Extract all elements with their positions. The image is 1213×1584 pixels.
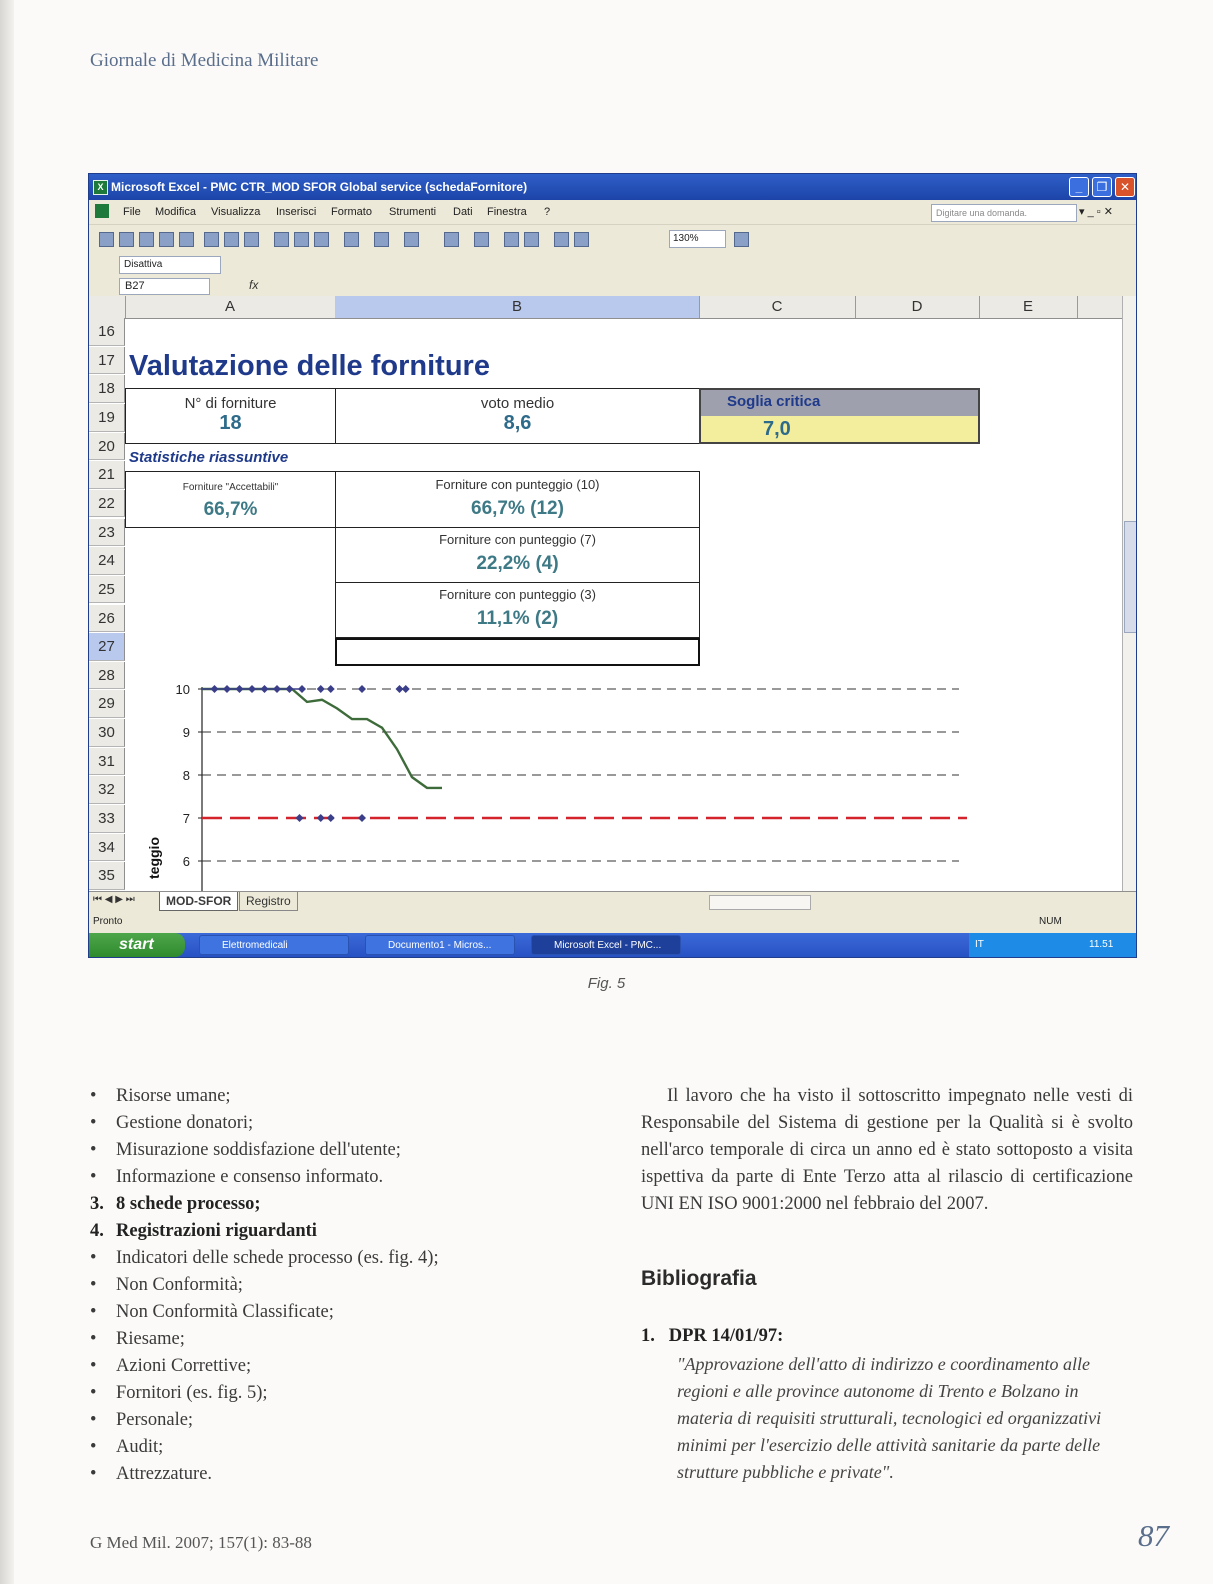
tab-scroll-arrows[interactable]: ⏮ ◀ ▶ ⏭	[93, 894, 135, 905]
permission-icon[interactable]	[159, 232, 174, 247]
email-icon[interactable]	[179, 232, 194, 247]
data-point-7	[317, 814, 325, 822]
y-tick-label: 10	[175, 682, 190, 697]
fx-icon[interactable]: fx	[249, 278, 259, 292]
start-button[interactable]: start	[89, 933, 185, 957]
cell-soglia-box[interactable]	[699, 388, 980, 444]
redo-icon[interactable]	[404, 232, 419, 247]
row-header-32[interactable]: 32	[89, 776, 125, 804]
tray-clock: 11.51	[1089, 939, 1114, 950]
column-header-c[interactable]: C	[699, 296, 856, 318]
row-header-24[interactable]: 24	[89, 547, 125, 575]
list-marker: •	[90, 1464, 97, 1484]
page-binding-shadow	[0, 0, 14, 1584]
autosum-icon[interactable]	[474, 232, 489, 247]
list-marker: •	[90, 1356, 97, 1376]
list-marker: •	[90, 1437, 97, 1457]
open-icon[interactable]	[119, 232, 134, 247]
list-marker: 3.	[90, 1194, 104, 1214]
menu-dati[interactable]: Dati	[453, 206, 473, 218]
system-tray	[969, 933, 1136, 957]
save-icon[interactable]	[139, 232, 154, 247]
data-point-10	[317, 685, 325, 693]
name-box[interactable]: B27	[119, 278, 210, 295]
column-header-d[interactable]: D	[855, 296, 980, 318]
list-item	[90, 1110, 253, 1137]
new-icon[interactable]	[99, 232, 114, 247]
row-header-34[interactable]: 34	[89, 834, 125, 862]
format-toolbar	[89, 252, 1136, 276]
list-item	[90, 1299, 334, 1326]
soglia-label: Soglia critica	[701, 390, 978, 416]
cell-p10-box[interactable]	[335, 471, 700, 528]
list-item-text: Audit;	[116, 1437, 164, 1457]
body-paragraph: Il lavoro che ha visto il sottoscritto impegnato nelle vesti di Responsabile del Sistema di gestione per la Qualità si è svolto nell'arco temporale di circa un anno ed è stato sottoposto a visita ispettiva da parte di Ente Terzo atta al rilascio di certificazione UNI EN ISO 9001:2000 nel febbraio del 2007.	[641, 1086, 1133, 1214]
format-painter-icon[interactable]	[344, 232, 359, 247]
p7-label: Forniture con punteggio (7)	[439, 532, 596, 547]
paste-icon[interactable]	[314, 232, 329, 247]
data-point-7	[327, 814, 335, 822]
moving-average-line	[202, 689, 442, 788]
y-tick-label: 8	[182, 768, 190, 783]
figure-caption: Fig. 5	[587, 975, 626, 992]
list-item-text: Fornitori (es. fig. 5);	[116, 1383, 268, 1403]
list-item-text: Azioni Correttive;	[116, 1356, 252, 1376]
page-number: 87	[1138, 1518, 1169, 1553]
p10-value: 66,7% (12)	[471, 498, 564, 519]
row-header-23[interactable]: 23	[89, 519, 125, 547]
list-marker: •	[90, 1275, 97, 1295]
list-item-text: Informazione e consenso informato.	[116, 1167, 384, 1187]
soglia-value: 7,0	[701, 416, 978, 442]
data-point-10	[327, 685, 335, 693]
undo-icon[interactable]	[374, 232, 389, 247]
journal-header: Giornale di Medicina Militare	[90, 50, 319, 71]
citation-footer: G Med Mil. 2007; 157(1): 83-88	[90, 1533, 312, 1552]
n-forniture-value: 18	[219, 412, 242, 434]
minimize-icon[interactable]: _	[1069, 177, 1089, 197]
data-point-7	[296, 814, 304, 822]
excel-app-icon: X	[93, 180, 108, 195]
standard-toolbar	[89, 224, 1136, 253]
sort-asc-icon[interactable]	[504, 232, 519, 247]
list-item	[90, 1137, 401, 1164]
list-item-text: Misurazione soddisfazione dell'utente;	[116, 1140, 401, 1160]
close-icon[interactable]: ✕	[1115, 177, 1135, 197]
list-marker: •	[90, 1410, 97, 1430]
hyperlink-icon[interactable]	[444, 232, 459, 247]
list-item	[90, 1245, 439, 1272]
select-all-corner[interactable]	[89, 296, 126, 318]
menu-visualizza[interactable]: Visualizza	[211, 206, 261, 218]
cell-p3-box[interactable]	[335, 582, 700, 638]
list-item-text: Registrazioni riguardanti	[116, 1221, 317, 1241]
row-header-29[interactable]: 29	[89, 690, 125, 718]
accettabili-value: 66,7%	[203, 499, 258, 520]
list-item-text: Personale;	[116, 1410, 194, 1430]
list-item	[90, 1461, 212, 1488]
task-documento1[interactable]: Documento1 - Micros...	[365, 935, 515, 955]
zoom-select[interactable]: 130%	[669, 230, 726, 248]
row-header-17[interactable]: 17	[89, 347, 125, 375]
list-item	[90, 1326, 185, 1353]
bib-entry-1-number: 1.	[641, 1326, 655, 1346]
p7-value: 22,2% (4)	[476, 553, 559, 574]
list-item	[90, 1353, 251, 1380]
task-excel[interactable]: Microsoft Excel - PMC...	[531, 935, 681, 955]
data-point-10	[358, 685, 366, 693]
list-marker: •	[90, 1140, 97, 1160]
p3-label: Forniture con punteggio (3)	[439, 587, 596, 602]
chart-wizard-icon[interactable]	[554, 232, 569, 247]
list-item-text: Indicatori delle schede processo (es. fig. 4);	[116, 1248, 439, 1268]
list-item-text: Attrezzature.	[116, 1464, 213, 1484]
status-bar	[89, 911, 1136, 933]
copy-icon[interactable]	[294, 232, 309, 247]
help-icon[interactable]	[734, 232, 749, 247]
sort-desc-icon[interactable]	[524, 232, 539, 247]
column-header-e[interactable]: E	[979, 296, 1078, 318]
y-tick-label: 9	[182, 725, 190, 740]
list-item-text: Non Conformità;	[116, 1275, 243, 1295]
doc-window-controls[interactable]: ▾ _ ▫ ✕	[1079, 206, 1113, 218]
column-headers	[89, 296, 1136, 319]
tab-mod-sfor[interactable]: MOD-SFOR	[159, 892, 238, 911]
print-icon[interactable]	[204, 232, 219, 247]
tab-registro[interactable]: Registro	[239, 892, 298, 911]
menu-help[interactable]: ?	[544, 206, 551, 218]
voto-value: 8,6	[503, 412, 532, 434]
list-item	[90, 1164, 383, 1191]
row-header-19[interactable]: 19	[89, 404, 125, 432]
list-item-text: Risorse umane;	[116, 1086, 231, 1106]
list-item	[90, 1272, 243, 1299]
spelling-icon[interactable]	[244, 232, 259, 247]
print-preview-icon[interactable]	[224, 232, 239, 247]
row-header-35[interactable]: 35	[89, 862, 125, 890]
row-header-30[interactable]: 30	[89, 719, 125, 747]
n-forniture-label: N° di forniture	[184, 395, 277, 412]
list-item	[90, 1083, 231, 1110]
menu-formato[interactable]: Formato	[331, 206, 372, 218]
data-point-10	[402, 685, 410, 693]
row-header-27[interactable]: 27	[89, 633, 125, 661]
list-marker: •	[90, 1113, 97, 1133]
bib-entry-1-title	[641, 1326, 783, 1347]
bib-entry-1-ref: DPR 14/01/97:	[668, 1326, 784, 1346]
y-tick-label: 6	[182, 854, 190, 869]
restore-icon[interactable]: ❐	[1092, 177, 1112, 197]
list-item	[90, 1191, 261, 1218]
vertical-scrollbar[interactable]	[1122, 296, 1137, 891]
list-item	[90, 1407, 193, 1434]
stats-label: Statistiche riassuntive	[129, 449, 289, 466]
cell-accettabili-box[interactable]	[125, 471, 336, 528]
row-header-20[interactable]: 20	[89, 433, 125, 461]
row-header-22[interactable]: 22	[89, 490, 125, 518]
list-item-text: 8 schede processo;	[116, 1194, 261, 1214]
cell-voto-box[interactable]	[335, 388, 700, 444]
menu-file[interactable]: File	[123, 206, 141, 218]
list-marker: •	[90, 1248, 97, 1268]
y-axis-label: teggio	[146, 837, 162, 879]
list-item	[90, 1434, 163, 1461]
bibliography-heading: Bibliografia	[641, 1267, 757, 1290]
data-point-7	[358, 814, 366, 822]
cell-n-forniture-box[interactable]	[125, 388, 336, 444]
task-elettromedicali[interactable]: Elettromedicali	[199, 935, 349, 955]
selected-cell-b27[interactable]	[335, 638, 700, 666]
ask-question-input[interactable]: Digitare una domanda.	[931, 204, 1077, 222]
row-header-25[interactable]: 25	[89, 576, 125, 604]
list-item	[90, 1218, 317, 1245]
menu-inserisci[interactable]: Inserisci	[276, 206, 317, 218]
list-marker: •	[90, 1329, 97, 1349]
excel-window	[88, 173, 1137, 958]
workbook-icon	[95, 204, 109, 218]
formula-bar	[89, 276, 1136, 296]
window-title: Microsoft Excel - PMC CTR_MOD SFOR Global service (schedaFornitore)	[111, 180, 528, 194]
menu-modifica[interactable]: Modifica	[155, 206, 196, 218]
cell-p7-box[interactable]	[335, 527, 700, 583]
status-num: NUM	[1039, 916, 1062, 927]
list-marker: •	[90, 1086, 97, 1106]
p3-value: 11,1% (2)	[476, 608, 559, 629]
sheet-tab-bar	[89, 891, 1136, 912]
list-item-text: Gestione donatori;	[116, 1113, 254, 1133]
column-header-b[interactable]: B	[335, 296, 700, 318]
horizontal-scrollbar[interactable]	[709, 895, 811, 910]
forniture-chart	[129, 679, 979, 891]
menu-finestra[interactable]: Finestra	[487, 206, 527, 218]
list-item-text: Riesame;	[116, 1329, 185, 1349]
title-bar	[89, 174, 1136, 200]
list-marker: •	[90, 1383, 97, 1403]
p10-label: Forniture con punteggio (10)	[435, 477, 600, 492]
row-header-18[interactable]: 18	[89, 375, 125, 403]
row-header-26[interactable]: 26	[89, 605, 125, 633]
status-ready: Pronto	[93, 916, 123, 927]
menu-strumenti[interactable]: Strumenti	[389, 206, 437, 218]
voto-label: voto medio	[480, 395, 555, 412]
row-header-31[interactable]: 31	[89, 748, 125, 776]
list-marker: •	[90, 1302, 97, 1322]
row-header-28[interactable]: 28	[89, 662, 125, 690]
list-item-text: Non Conformità Classificate;	[116, 1302, 334, 1322]
row-header-21[interactable]: 21	[89, 461, 125, 489]
bib-entry-1-text: "Approvazione dell'atto di indirizzo e coordinamento alle regioni e alle province autonome di Trento e Bolzano in materia di requisiti strutturali, tecnologici ed organizzativi minimi per l'esercizio delle attività sanitarie da parte delle strutture pubbliche e private".	[677, 1354, 1102, 1482]
drawing-icon[interactable]	[574, 232, 589, 247]
windows-taskbar	[89, 933, 1136, 957]
style-select[interactable]: Disattiva	[119, 256, 221, 274]
scroll-thumb[interactable]	[1124, 521, 1137, 633]
y-tick-label: 7	[182, 811, 190, 826]
row-header-33[interactable]: 33	[89, 805, 125, 833]
list-marker: 4.	[90, 1221, 104, 1241]
list-marker: •	[90, 1167, 97, 1187]
sheet-heading: Valutazione delle forniture	[129, 350, 490, 382]
list-item	[90, 1380, 268, 1407]
accettabili-label: Forniture "Accettabili"	[182, 482, 279, 493]
cut-icon[interactable]	[274, 232, 289, 247]
column-header-a[interactable]: A	[125, 296, 336, 318]
tray-language[interactable]: IT	[975, 939, 984, 950]
row-header-16[interactable]: 16	[89, 318, 125, 346]
